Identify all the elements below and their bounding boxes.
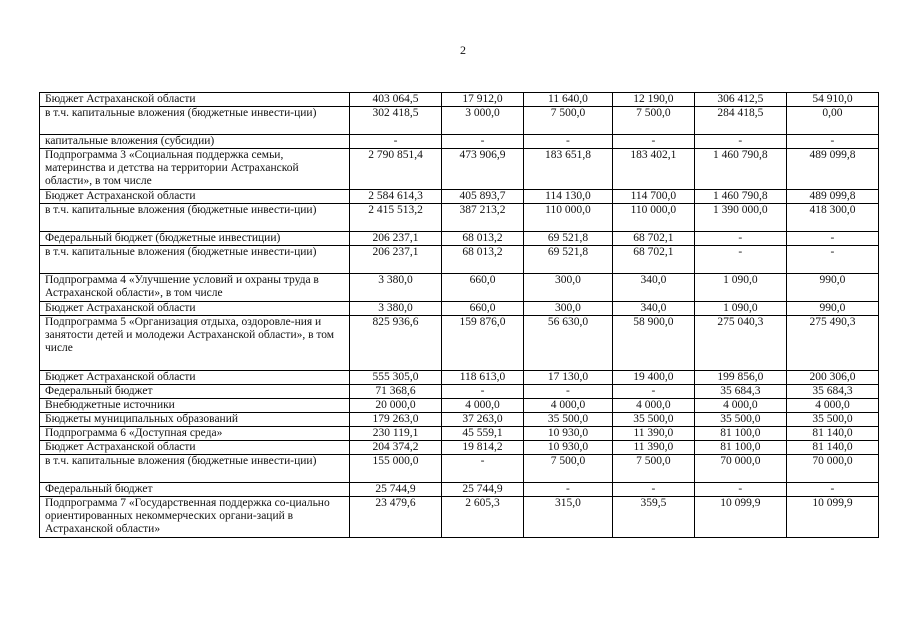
table-cell: 10 099,9 <box>786 497 878 538</box>
table-cell: 20 000,0 <box>350 399 442 413</box>
table-cell: 69 521,8 <box>523 232 612 246</box>
table-cell: - <box>523 135 612 149</box>
table-cell: 3 380,0 <box>350 274 442 302</box>
table-cell: 4 000,0 <box>786 399 878 413</box>
table-cell: 118 613,0 <box>442 371 524 385</box>
table-cell: 2 415 513,2 <box>350 204 442 232</box>
row-label: в т.ч. капитальные вложения (бюджетные инвести-ции) <box>40 455 350 483</box>
table-cell: 230 119,1 <box>350 427 442 441</box>
table-cell: 0,00 <box>786 107 878 135</box>
table-cell: - <box>694 232 786 246</box>
table-cell: 275 490,3 <box>786 316 878 371</box>
table-cell: - <box>786 135 878 149</box>
table-cell: 489 099,8 <box>786 149 878 190</box>
table-cell: 300,0 <box>523 274 612 302</box>
table-cell: 25 744,9 <box>442 483 524 497</box>
row-label: Подпрограмма 3 «Социальная поддержка семьи, материнства и детства на территории Астраханской области», в том числе <box>40 149 350 190</box>
table-cell: 1 090,0 <box>694 302 786 316</box>
table-cell: 17 912,0 <box>442 93 524 107</box>
table-cell: 1 390 000,0 <box>694 204 786 232</box>
table-row <box>40 149 879 190</box>
table-cell: 37 263,0 <box>442 413 524 427</box>
table-cell: 81 140,0 <box>786 427 878 441</box>
table-cell: 990,0 <box>786 274 878 302</box>
table-row <box>40 371 879 385</box>
table-row <box>40 190 879 204</box>
table-cell: 660,0 <box>442 302 524 316</box>
table-cell: 315,0 <box>523 497 612 538</box>
table-cell: 114 130,0 <box>523 190 612 204</box>
table-cell: - <box>523 385 612 399</box>
row-label: в т.ч. капитальные вложения (бюджетные инвести-ции) <box>40 107 350 135</box>
row-label: в т.ч. капитальные вложения (бюджетные инвести-ции) <box>40 204 350 232</box>
table-cell: 68 013,2 <box>442 232 524 246</box>
row-label: Подпрограмма 6 «Доступная среда» <box>40 427 350 441</box>
table-row <box>40 204 879 232</box>
table-cell: 179 263,0 <box>350 413 442 427</box>
table-cell: 825 936,6 <box>350 316 442 371</box>
table-cell: 405 893,7 <box>442 190 524 204</box>
table-cell: 68 702,1 <box>612 246 694 274</box>
table-cell: - <box>523 483 612 497</box>
row-label: Бюджеты муниципальных образований <box>40 413 350 427</box>
table-cell: 206 237,1 <box>350 246 442 274</box>
table-cell: - <box>786 232 878 246</box>
page-number: 2 <box>460 43 466 57</box>
table-cell: 4 000,0 <box>612 399 694 413</box>
row-label: Федеральный бюджет <box>40 385 350 399</box>
table-cell: 7 500,0 <box>612 107 694 135</box>
table-cell: - <box>442 135 524 149</box>
table-cell: 10 930,0 <box>523 441 612 455</box>
table-cell: 81 100,0 <box>694 427 786 441</box>
table-cell: 206 237,1 <box>350 232 442 246</box>
row-label: Федеральный бюджет <box>40 483 350 497</box>
table-cell: 204 374,2 <box>350 441 442 455</box>
table-cell: 275 040,3 <box>694 316 786 371</box>
table-row <box>40 497 879 538</box>
row-label: в т.ч. капитальные вложения (бюджетные инвести-ции) <box>40 246 350 274</box>
row-label: Бюджет Астраханской области <box>40 190 350 204</box>
table-cell: 489 099,8 <box>786 190 878 204</box>
table-cell: 81 140,0 <box>786 441 878 455</box>
table-cell: 300,0 <box>523 302 612 316</box>
table-cell: 25 744,9 <box>350 483 442 497</box>
table-cell: 7 500,0 <box>612 455 694 483</box>
table-cell: 69 521,8 <box>523 246 612 274</box>
row-label: Бюджет Астраханской области <box>40 302 350 316</box>
row-label: Бюджет Астраханской области <box>40 371 350 385</box>
table-cell: - <box>694 483 786 497</box>
table-row <box>40 427 879 441</box>
table-cell: 199 856,0 <box>694 371 786 385</box>
table-cell: 68 013,2 <box>442 246 524 274</box>
table-cell: 1 090,0 <box>694 274 786 302</box>
table-cell: 183 651,8 <box>523 149 612 190</box>
table-cell: 58 900,0 <box>612 316 694 371</box>
table-cell: 35 684,3 <box>786 385 878 399</box>
budget-table <box>39 92 879 538</box>
table-row <box>40 483 879 497</box>
table-cell: 70 000,0 <box>694 455 786 483</box>
table-cell: 403 064,5 <box>350 93 442 107</box>
table-cell: 11 640,0 <box>523 93 612 107</box>
table-row <box>40 455 879 483</box>
table-row <box>40 399 879 413</box>
row-label: Подпрограмма 7 «Государственная поддержка со-циально ориентированных некоммерческих органи-заций в Астраханской области» <box>40 497 350 538</box>
table-cell: 7 500,0 <box>523 107 612 135</box>
table-cell: 17 130,0 <box>523 371 612 385</box>
table-row <box>40 316 879 371</box>
table-cell: 340,0 <box>612 302 694 316</box>
table-cell: 4 000,0 <box>523 399 612 413</box>
table-cell: - <box>442 385 524 399</box>
table-cell: - <box>786 483 878 497</box>
table-cell: 110 000,0 <box>612 204 694 232</box>
row-label: Внебюджетные источники <box>40 399 350 413</box>
row-label: Бюджет Астраханской области <box>40 441 350 455</box>
table-row <box>40 302 879 316</box>
table-cell: 35 500,0 <box>523 413 612 427</box>
table-row <box>40 232 879 246</box>
table-cell: 2 584 614,3 <box>350 190 442 204</box>
table-cell: 68 702,1 <box>612 232 694 246</box>
table-cell: 4 000,0 <box>694 399 786 413</box>
table-cell: 70 000,0 <box>786 455 878 483</box>
table-cell: 11 390,0 <box>612 441 694 455</box>
table-row <box>40 385 879 399</box>
table-cell: 302 418,5 <box>350 107 442 135</box>
table-cell: 35 500,0 <box>694 413 786 427</box>
table-cell: 81 100,0 <box>694 441 786 455</box>
row-label: Бюджет Астраханской области <box>40 93 350 107</box>
table-cell: 54 910,0 <box>786 93 878 107</box>
table-cell: 7 500,0 <box>523 455 612 483</box>
table-row <box>40 441 879 455</box>
table-cell: 3 000,0 <box>442 107 524 135</box>
table-row <box>40 93 879 107</box>
table-row <box>40 135 879 149</box>
table-cell: 183 402,1 <box>612 149 694 190</box>
budget-table-body <box>40 93 879 538</box>
table-cell: 155 000,0 <box>350 455 442 483</box>
table-row <box>40 246 879 274</box>
table-cell: - <box>694 246 786 274</box>
table-row <box>40 413 879 427</box>
table-cell: 340,0 <box>612 274 694 302</box>
table-cell: 418 300,0 <box>786 204 878 232</box>
table-cell: 35 684,3 <box>694 385 786 399</box>
table-cell: 359,5 <box>612 497 694 538</box>
table-cell: 555 305,0 <box>350 371 442 385</box>
table-cell: 3 380,0 <box>350 302 442 316</box>
table-cell: 387 213,2 <box>442 204 524 232</box>
table-cell: - <box>694 135 786 149</box>
table-cell: 23 479,6 <box>350 497 442 538</box>
table-cell: - <box>612 135 694 149</box>
row-label: Федеральный бюджет (бюджетные инвестиции) <box>40 232 350 246</box>
table-cell: 35 500,0 <box>612 413 694 427</box>
row-label: Подпрограмма 4 «Улучшение условий и охраны труда в Астраханской области», в том числе <box>40 274 350 302</box>
table-cell: 35 500,0 <box>786 413 878 427</box>
table-cell: - <box>442 455 524 483</box>
table-cell: 1 460 790,8 <box>694 149 786 190</box>
table-cell: 990,0 <box>786 302 878 316</box>
table-cell: 159 876,0 <box>442 316 524 371</box>
table-cell: 10 099,9 <box>694 497 786 538</box>
table-cell: 284 418,5 <box>694 107 786 135</box>
table-cell: 2 790 851,4 <box>350 149 442 190</box>
table-cell: 200 306,0 <box>786 371 878 385</box>
table-cell: 114 700,0 <box>612 190 694 204</box>
table-cell: 4 000,0 <box>442 399 524 413</box>
table-cell: 10 930,0 <box>523 427 612 441</box>
table-cell: 306 412,5 <box>694 93 786 107</box>
table-cell: - <box>786 246 878 274</box>
table-cell: - <box>350 135 442 149</box>
table-cell: 19 814,2 <box>442 441 524 455</box>
table-cell: 45 559,1 <box>442 427 524 441</box>
table-cell: - <box>612 483 694 497</box>
row-label: капитальные вложения (субсидии) <box>40 135 350 149</box>
table-cell: 1 460 790,8 <box>694 190 786 204</box>
table-cell: 71 368,6 <box>350 385 442 399</box>
row-label: Подпрограмма 5 «Организация отдыха, оздоровле-ния и занятости детей и молодежи Астраханской области», в том числе <box>40 316 350 371</box>
table-row <box>40 107 879 135</box>
table-row <box>40 274 879 302</box>
table-cell: - <box>612 385 694 399</box>
table-cell: 56 630,0 <box>523 316 612 371</box>
table-cell: 2 605,3 <box>442 497 524 538</box>
table-cell: 19 400,0 <box>612 371 694 385</box>
table-cell: 12 190,0 <box>612 93 694 107</box>
table-cell: 110 000,0 <box>523 204 612 232</box>
table-cell: 11 390,0 <box>612 427 694 441</box>
table-cell: 660,0 <box>442 274 524 302</box>
table-cell: 473 906,9 <box>442 149 524 190</box>
